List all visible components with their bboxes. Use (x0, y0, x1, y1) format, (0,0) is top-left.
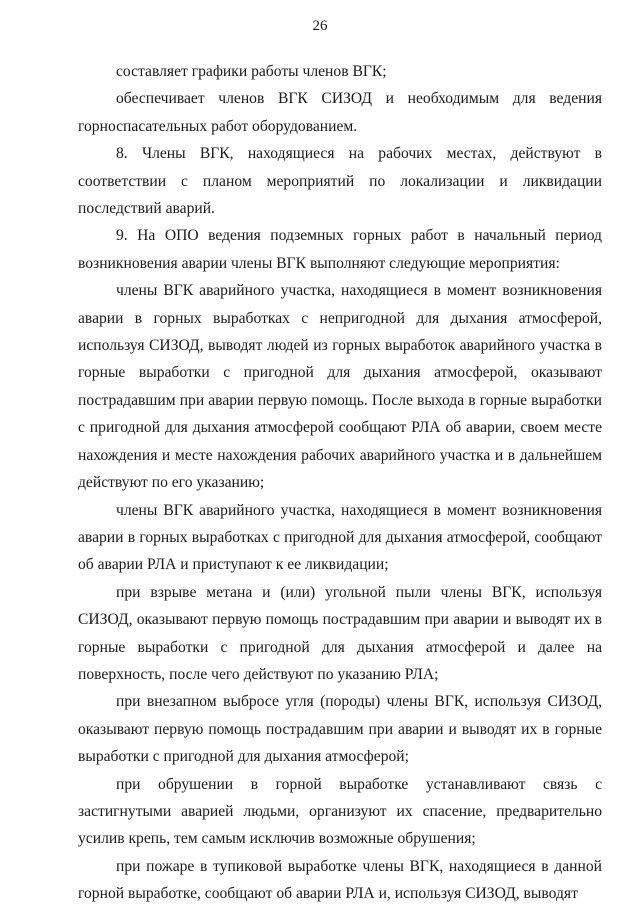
paragraph-fire: при пожаре в тупиковой выработке члены ВГК, находящиеся в данной горной выработке, сообщают об аварии РЛА и, используя СИЗОД, выводят (78, 857, 602, 903)
page-number: 26 (312, 18, 328, 34)
paragraph-duty-equipment: обеспечивает членов ВГК СИЗОД и необходимым для ведения горноспасательных работ оборудованием. (78, 90, 602, 135)
paragraph-duty-schedule: составляет графики работы членов ВГК; (116, 63, 387, 80)
paragraph-unsafe-atmosphere: члены ВГК аварийного участка, находящиеся в момент возникновения аварии в горных выработках с непригодной для дыхания атмосферой, используя СИЗОД, выводят людей из горных выработок аварийного участка в горные выработки с пригодной для дыхания атмосферой, оказывают пострадавшим при аварии первую помощь. После выхода в горные выработки с пригодной для дыхания атмосферой сообщают РЛА об аварии, своем месте нахождения и месте нахождения рабочих аварийного участка и в дальнейшем действуют по его указанию; (78, 282, 602, 492)
paragraph-safe-atmosphere: члены ВГК аварийного участка, находящиеся в момент возникновения аварии в горных выработках с пригодной для дыхания атмосферой, сообщают об аварии РЛА и приступают к ее ликвидации; (78, 501, 602, 574)
paragraph-item-9: 9. На ОПО ведения подземных горных работ в начальный период возникновения аварии члены ВГК выполняют следующие мероприятия: (78, 227, 602, 272)
paragraph-item-8: 8. Члены ВГК, находящиеся на рабочих местах, действуют в соответствии с планом мероприятий по локализации и ликвидации последствий аварий. (78, 145, 602, 218)
paragraph-methane-explosion: при взрыве метана и (или) угольной пыли члены ВГК, используя СИЗОД, оказывают первую помощь пострадавшим при аварии и выводят их в горные выработки с пригодной для дыхания атмосферой и далее на поверхность, после чего действуют по указанию РЛА; (78, 583, 602, 683)
paragraph-collapse: при обрушении в горной выработке устанавливают связь с застигнутыми аварией людьми, организуют их спасение, предварительно усилив крепь, тем самым исключив возможные обрушения; (78, 775, 602, 848)
paragraph-sudden-outburst: при внезапном выбросе угля (породы) члены ВГК, используя СИЗОД, оказывают первую помощь пострадавшим при аварии и выводят их в горные выработки с пригодной для дыхания атмосферой; (78, 693, 602, 766)
body-text (78, 58, 602, 908)
